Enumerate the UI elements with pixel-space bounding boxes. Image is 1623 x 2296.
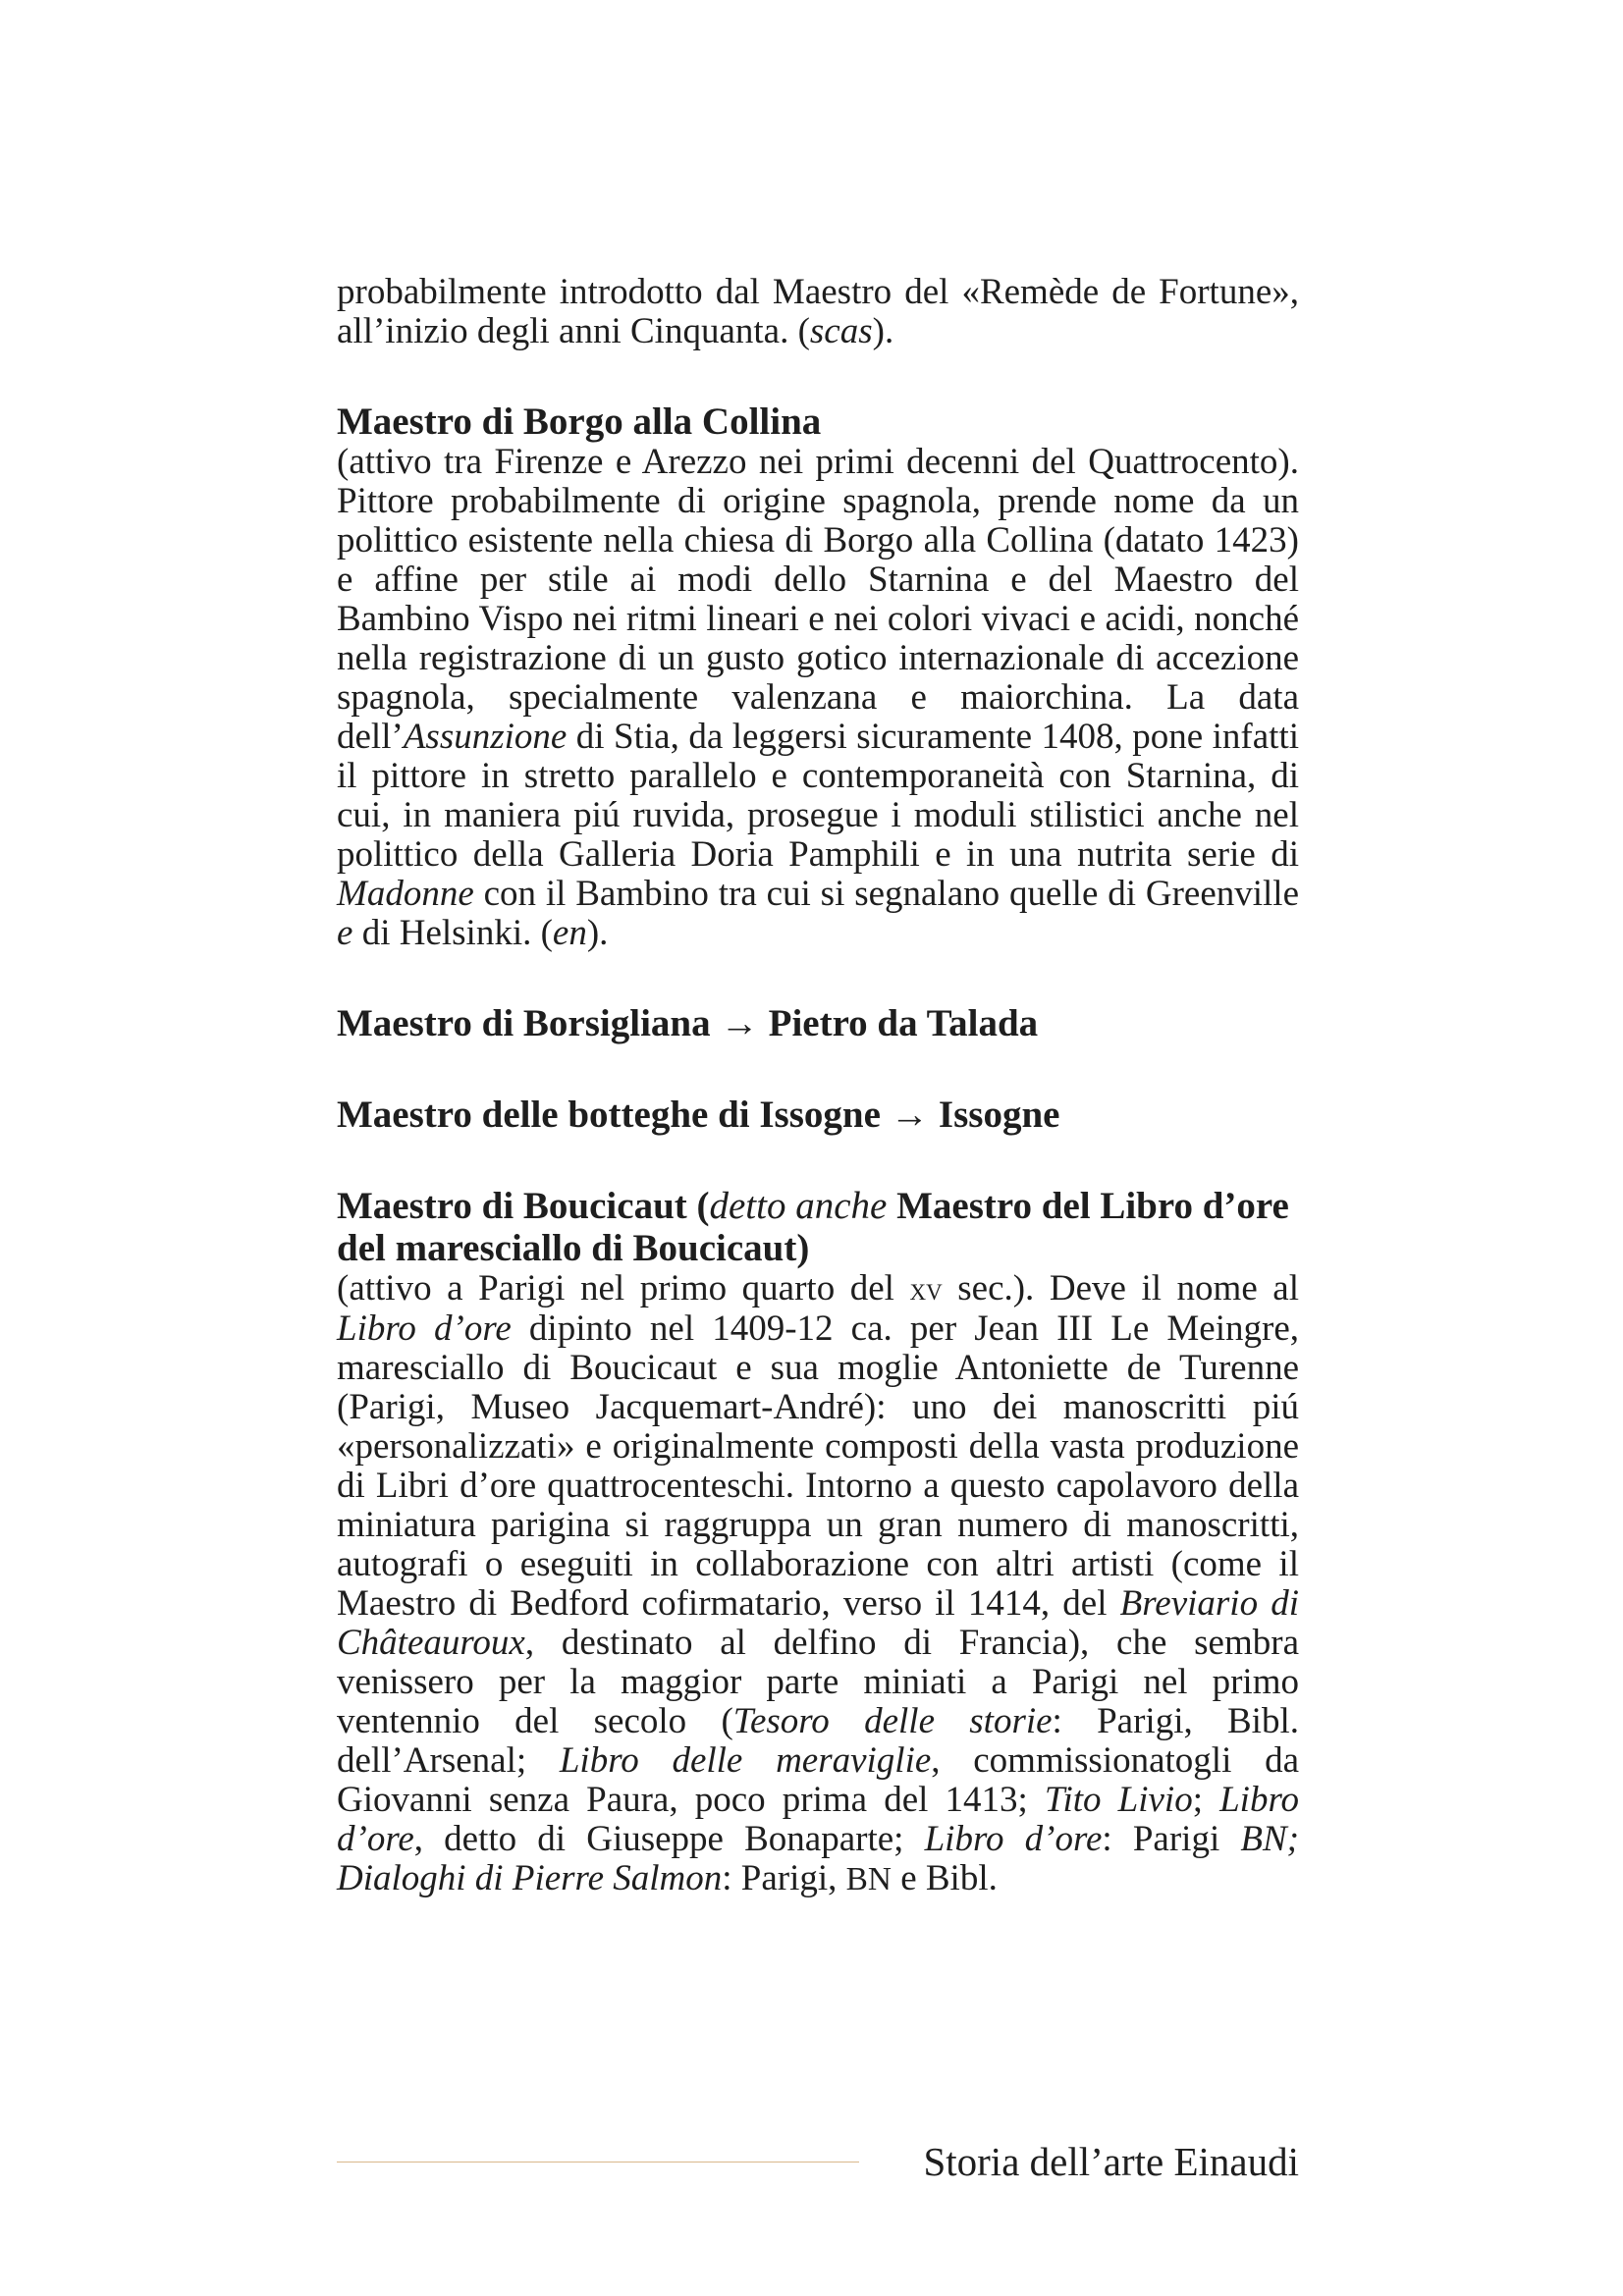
text-run: (attivo a Parigi nel primo quarto del (337, 1268, 910, 1308)
italic-run: Tito Livio (1044, 1780, 1193, 1820)
text-run: (attivo tra Firenze e Arezzo nei primi decenni del Quattrocento). Pittore probabilmente di origine spagnola, prende nome da un polittico esistente nella chiesa di Borgo alla Collina (datato 1423) e affine per stile ai modi dello Starnina e del Maestro del Bambino Vispo nei ritmi lineari e nei colori vivaci e acidi, nonché nella registrazione di un gusto gotico internazionale di accezione spagnola, specialmente valenzana e maiorchina. La data dell’ (337, 442, 1299, 757)
text-run: Maestro del Libro d’ore del maresciallo di Boucicaut) (337, 1185, 1289, 1269)
page-body (337, 273, 1299, 1899)
entry-name: Maestro delle botteghe di Issogne (337, 1094, 881, 1136)
italic-run: Libro d’ore (337, 1780, 1299, 1859)
footer-divider (337, 2162, 859, 2163)
intro-text: probabilmente introdotto dal Maestro del «Remède de Fortune», all’inizio degli anni Cinquanta. ( (337, 272, 1299, 351)
italic-run: Tesoro delle storie (732, 1701, 1053, 1741)
cross-reference-arrow-icon: → (890, 1094, 929, 1136)
entry-heading-borsigliana (337, 1002, 1299, 1044)
italic-run: e (337, 913, 353, 953)
italic-run: Breviario di Châteauroux (337, 1583, 1299, 1663)
cross-reference-arrow-icon: → (720, 1002, 759, 1044)
italic-run: Assunzione (403, 717, 568, 757)
entry-body-boucicaut (337, 1269, 1299, 1899)
italic-run: Libro d’ore (337, 1308, 512, 1349)
entry-heading-boucicaut (337, 1185, 1299, 1269)
italic-run: Libro d’ore (924, 1819, 1103, 1859)
small-caps-run: xv (909, 1271, 943, 1308)
italic-run: Madonne (337, 874, 474, 914)
text-run: sec.). Deve il nome al (942, 1268, 1299, 1308)
text-run: di Stia, da leggersi sicuramente 1408, pone infatti il pittore in stretto parallelo e contemporaneità con Starnina, di cui, in maniera piú ruvida, prosegue i moduli stilistici anche nel polittico della Galleria Doria Pamphili e in una nutrita serie di (337, 717, 1299, 875)
text-run: dipinto nel 1409-12 ca. per Jean III Le Meingre, maresciallo di Boucicaut e sua moglie Antoniette de Turenne (Parigi, Museo Jacquemart-André): uno dei manoscritti piú «personalizzati» e originalmente composti della vasta produzione di Libri d’ore quattrocenteschi. Intorno a questo capolavoro della miniatura parigina si raggruppa un gran numero di manoscritti, autografi o eseguiti in collaborazione con altri artisti (come il Maestro di Bedford cofirmatario, verso il 1414, del (337, 1308, 1300, 1624)
italic-run: BN; Dialoghi di Pierre Salmon (337, 1819, 1299, 1898)
text-run: ). (586, 913, 609, 953)
intro-paragraph (337, 273, 1299, 351)
text-run: , destinato al delfino di Francia), che sembra venissero per la maggior parte miniati a Parigi nel primo ventennio del secolo ( (337, 1623, 1299, 1741)
text-run: : Parigi (1102, 1819, 1241, 1859)
entry-body-borgo (337, 443, 1299, 953)
entry-name: Maestro di Borsigliana (337, 1002, 711, 1044)
entry-heading-borgo: Maestro di Borgo alla Collina (337, 400, 822, 443)
entry-heading-issogne (337, 1094, 1299, 1136)
text-run: e Bibl. (891, 1858, 998, 1898)
page-footer (337, 2137, 1299, 2186)
text-run: Maestro di Boucicaut ( (337, 1185, 710, 1227)
author-initials: en (552, 913, 587, 953)
intro-text: ). (872, 311, 894, 351)
italic-run: Libro delle meraviglie (559, 1740, 932, 1781)
italic-run: detto anche (709, 1185, 888, 1227)
text-run: con il Bambino tra cui si segnalano quelle di Greenville (473, 874, 1299, 914)
text-run: di Helsinki. ( (352, 913, 553, 953)
publication-title: Storia dell’arte Einaudi (923, 2139, 1299, 2184)
text-run: , detto di Giuseppe Bonaparte; (413, 1819, 925, 1859)
author-initials: scas (809, 311, 873, 351)
text-run: , commissionatogli da Giovanni senza Paura, poco prima del 1413; (337, 1740, 1299, 1820)
small-caps-run: BN (845, 1861, 892, 1897)
text-run: : Parigi, (722, 1858, 846, 1898)
cross-reference-target[interactable]: Pietro da Talada (768, 1002, 1039, 1044)
cross-reference-target[interactable]: Issogne (938, 1094, 1060, 1136)
text-run: : Parigi, Bibl. dell’Arsenal; (337, 1701, 1299, 1781)
text-run: ; (1192, 1780, 1220, 1820)
